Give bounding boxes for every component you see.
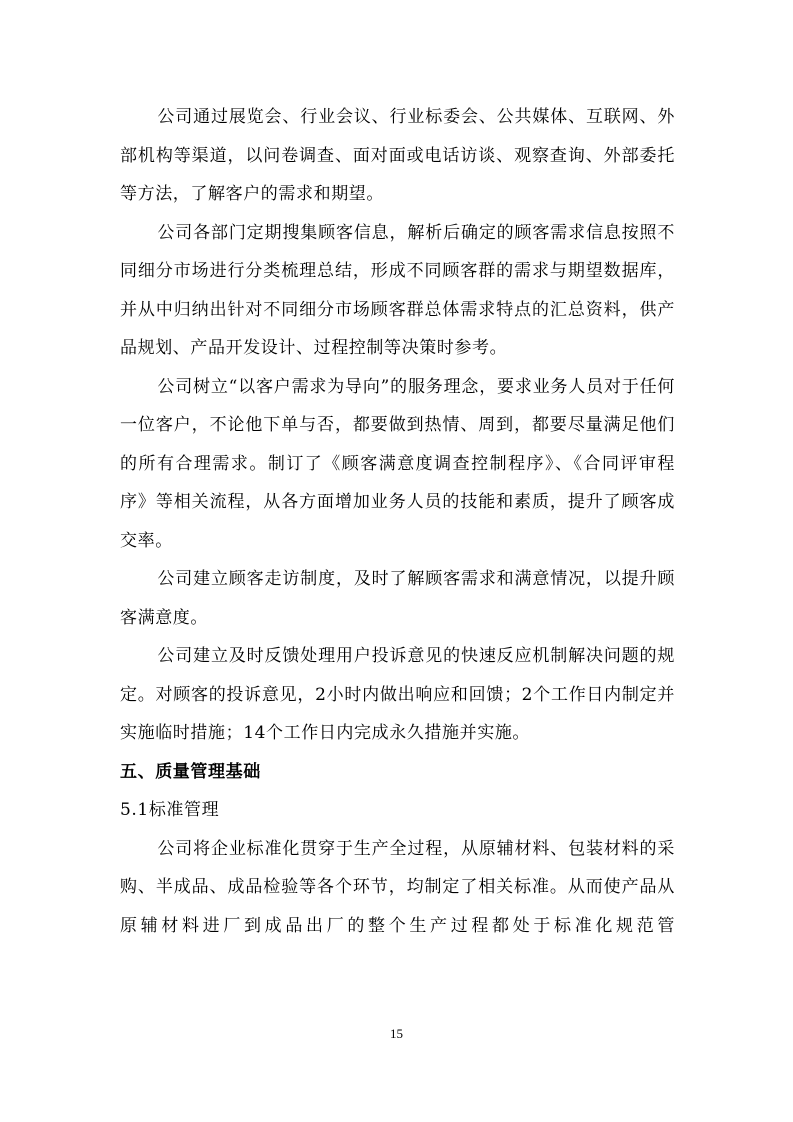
paragraph-customer-channels: 公司通过展览会、行业会议、行业标委会、公共媒体、互联网、外部机构等渠道，以问卷调查、面对面或电话访谈、观察查询、外部委托等方法，了解客户的需求和期望。 [120,107,675,204]
paragraph-complaint-handling: 公司建立及时反馈处理用户投诉意见的快速反应机制解决问题的规定。对顾客的投诉意见，2小时内做出响应和回馈；2个工作日内制定并实施临时措施；14个工作日内完成永久措施并实施。 [120,646,675,743]
subsection-heading: 5.1标准管理 [120,800,220,820]
paragraph-customer-visits: 公司建立顾客走访制度，及时了解顾客需求和满意情况，以提升顾客满意度。 [120,569,675,628]
section-heading: 五、质量管理基础 [120,761,261,782]
page-number: 15 [390,1026,403,1041]
paragraph-standardization: 公司将企业标准化贯穿于生产全过程，从原辅材料、包装材料的采购、半成品、成品检验等各个环节，均制定了相关标准。从而使产品从原辅材料进厂到成品出厂的整个生产过程都处于标准化规范管 [120,838,675,936]
paragraph-customer-info: 公司各部门定期搜集顾客信息，解析后确定的顾客需求信息按照不同细分市场进行分类梳理总结，形成不同顾客群的需求与期望数据库，并从中归纳出针对不同细分市场顾客群总体需求特点的汇总资料，供产品规划、产品开发设计、过程控制等决策时参考。 [120,222,675,358]
body-text [120,98,675,945]
paragraph-service-concept: 公司树立“以客户需求为导向”的服务理念，要求业务人员对于任何一位客户，不论他下单与否，都要做到热情、周到，都要尽量满足他们的所有合理需求。制订了《顾客满意度调查控制程序》、《合同评审程序》等相关流程，从各方面增加业务人员的技能和素质，提升了顾客成交率。 [120,376,675,551]
